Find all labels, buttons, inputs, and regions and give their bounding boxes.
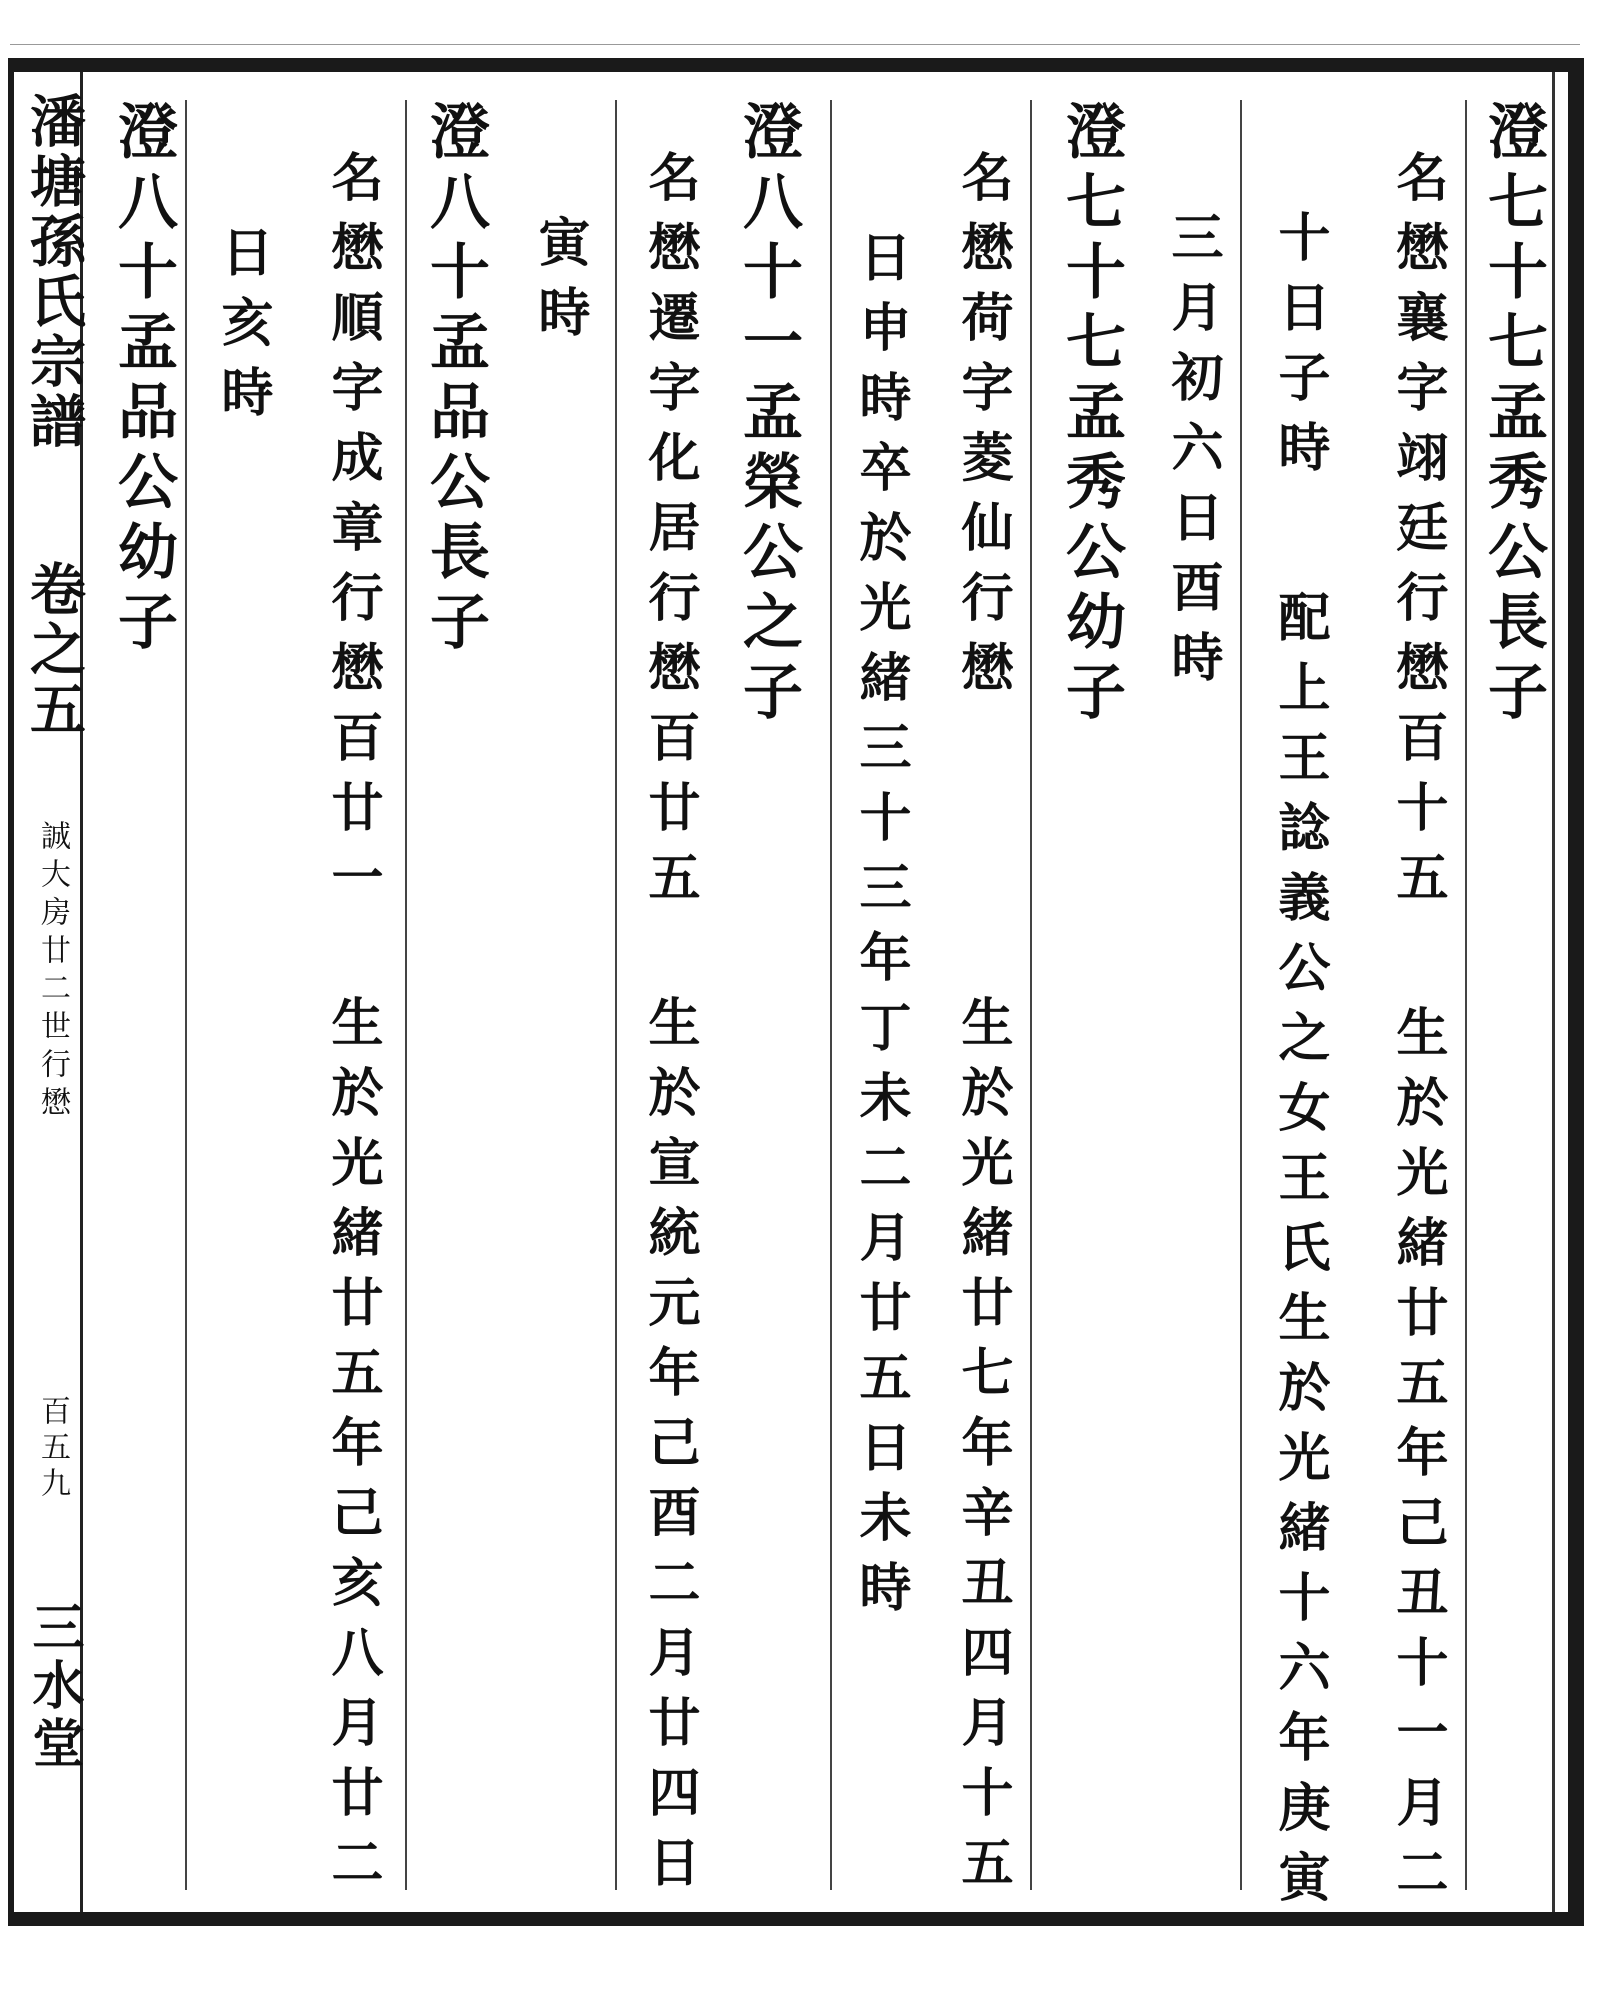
entry-heading: 澄七十七孟秀公長子	[1478, 100, 1548, 730]
column-rule	[615, 100, 617, 1890]
entry-continuation: 三月初六日酉時	[1162, 210, 1223, 700]
branch-label: 誠大房廿二世行懋	[35, 820, 70, 1124]
entry-birth-line: 生於光緒廿七年辛丑四月十五	[952, 995, 1013, 1905]
top-hairline	[10, 44, 1580, 45]
entry-continuation: 十日子時	[1269, 210, 1330, 490]
entry-birth-line: 生於光緒廿五年己丑十一月二	[1387, 1005, 1448, 1915]
entry-heading: 澄八十孟品公幼子	[108, 100, 178, 660]
volume-label: 卷之五	[21, 560, 87, 740]
column-rule	[1030, 100, 1032, 1890]
entry-birth-line: 生於宣統元年己酉二月廿四日	[639, 995, 700, 1905]
entry-continuation: 日亥時	[212, 225, 273, 435]
frame-right-border	[1568, 58, 1584, 1926]
hall-name: 三水堂	[23, 1600, 84, 1774]
column-rule	[405, 100, 407, 1890]
book-title: 潘塘孫氏宗譜	[21, 92, 87, 452]
page-number: 百五九	[35, 1395, 70, 1503]
column-rule	[1240, 100, 1242, 1890]
entry-spouse-line: 配上王諗義公之女王氏生於光緒十六年庚寅	[1269, 590, 1330, 1920]
entry-name-line: 名懋遷字化居行懋百廿五	[639, 150, 700, 920]
entry-birth-line: 生於光緒廿五年己亥八月廿二	[322, 995, 383, 1905]
entry-name-line: 名懋襄字翊廷行懋百十五	[1387, 150, 1448, 920]
entry-heading: 澄八十孟品公長子	[420, 100, 490, 660]
entry-heading: 澄八十一孟榮公之子	[733, 100, 803, 730]
entry-name-line: 名懋荷字菱仙行懋	[952, 150, 1013, 710]
entry-name-line: 名懋順字成章行懋百廿一	[322, 150, 383, 920]
entry-heading: 澄七十七孟秀公幼子	[1056, 100, 1126, 730]
entry-continuation: 寅時	[529, 215, 590, 355]
frame-top-border	[10, 58, 1580, 72]
entry-continuation: 日申時卒於光緒三十三年丁未二月廿五日未時	[850, 230, 911, 1630]
frame-bottom-border	[10, 1912, 1580, 1926]
column-rule	[1465, 100, 1467, 1890]
column-rule	[830, 100, 832, 1890]
